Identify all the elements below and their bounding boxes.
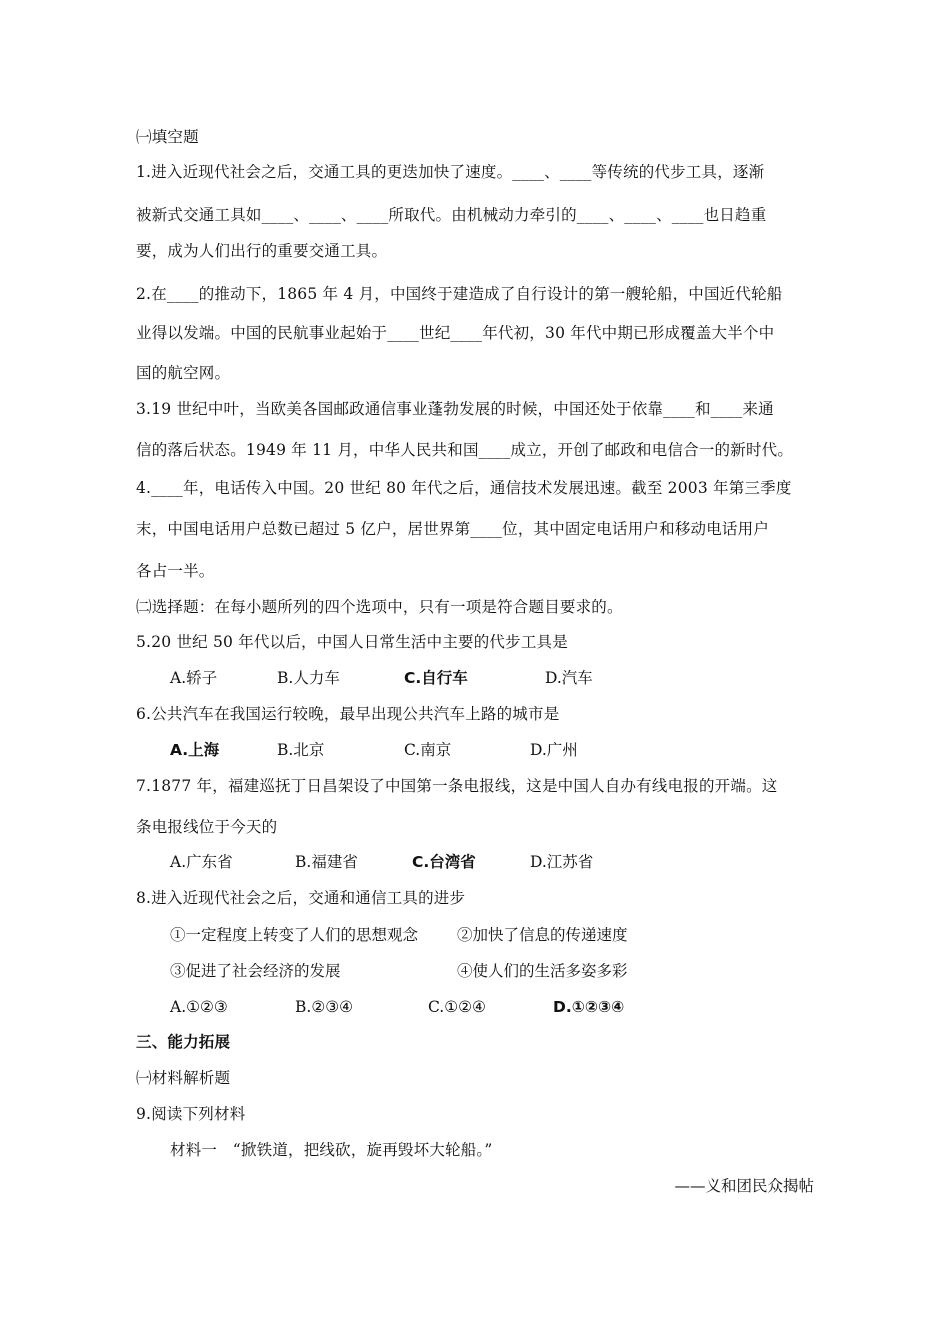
- q9-stem: 9.阅读下列材料: [136, 1105, 246, 1123]
- q5-stem: 5.20 世纪 50 年代以后，中国人日常生活中主要的代步工具是: [136, 633, 568, 651]
- q1-line3: 要，成为人们出行的重要交通工具。: [136, 242, 388, 260]
- q8-option-a: A.①②③: [170, 998, 228, 1016]
- q8-option-d: D.①②③④: [553, 998, 625, 1016]
- q8-item-2: ②加快了信息的传递速度: [457, 926, 628, 944]
- q6-option-d: D.广州: [530, 741, 578, 759]
- q2-line1: 2.在____的推动下，1865 年 4 月，中国终于建造成了自行设计的第一艘轮船，中国近代轮船: [136, 285, 783, 303]
- q4-line2: 末，中国电话用户总数已超过 5 亿户，居世界第____位，其中固定电话用户和移动电话用户: [136, 520, 770, 538]
- q7-line1: 7.1877 年，福建巡抚丁日昌架设了中国第一条电报线，这是中国人自办有线电报的开端。这: [136, 777, 778, 795]
- q2-line3: 国的航空网。: [136, 364, 231, 382]
- q7-option-d: D.江苏省: [530, 853, 594, 871]
- q7-line2: 条电报线位于今天的: [136, 818, 278, 836]
- q8-option-b: B.②③④: [295, 998, 354, 1016]
- section-material-heading: ㈠材料解析题: [136, 1069, 231, 1087]
- q9-material-1-source: ——义和团民众揭帖: [674, 1177, 814, 1195]
- q7-option-c: C.台湾省: [412, 853, 476, 871]
- q6-option-b: B.北京: [277, 741, 325, 759]
- q3-line1: 3.19 世纪中叶，当欧美各国邮政通信事业蓬勃发展的时候，中国还处于依靠____和____来通: [136, 400, 774, 418]
- q8-item-4: ④使人们的生活多姿多彩: [457, 962, 628, 980]
- q8-option-c: C.①②④: [428, 998, 486, 1016]
- section-fill-heading: ㈠填空题: [136, 128, 199, 146]
- q5-option-b: B.人力车: [277, 669, 340, 687]
- q6-stem: 6.公共汽车在我国运行较晚，最早出现公共汽车上路的城市是: [136, 705, 560, 723]
- q1-line2: 被新式交通工具如____、____、____所取代。由机械动力牵引的____、____、____也日趋重: [136, 206, 767, 224]
- q8-stem: 8.进入近现代社会之后，交通和通信工具的进步: [136, 889, 466, 907]
- q2-line2: 业得以发端。中国的民航事业起始于____世纪____年代初，30 年代中期已形成覆盖大半个中: [136, 324, 775, 342]
- q9-material-1: 材料一 “掀铁道，把线砍，旋再毁坏大轮船。”: [170, 1141, 493, 1159]
- q5-option-c: C.自行车: [404, 669, 468, 687]
- q3-line2: 信的落后状态。1949 年 11 月，中华人民共和国____成立，开创了邮政和电信合一的新时代。: [136, 441, 794, 459]
- q6-option-c: C.南京: [404, 741, 452, 759]
- q4-line1: 4.____年，电话传入中国。20 世纪 80 年代之后，通信技术发展迅速。截至 2003 年第三季度: [136, 479, 792, 497]
- q7-option-a: A.广东省: [170, 853, 233, 871]
- q7-option-b: B.福建省: [295, 853, 358, 871]
- q8-item-1: ①一定程度上转变了人们的思想观念: [170, 926, 419, 944]
- q1-line1: 1.进入近现代社会之后，交通工具的更迭加快了速度。____、____等传统的代步工具，逐渐: [136, 163, 765, 181]
- section-choice-heading: ㈡选择题：在每小题所列的四个选项中，只有一项是符合题目要求的。: [136, 598, 623, 616]
- q5-option-d: D.汽车: [545, 669, 593, 687]
- q5-option-a: A.轿子: [170, 669, 218, 687]
- section-3-heading: 三、能力拓展: [136, 1033, 231, 1051]
- q6-option-a: A.上海: [170, 741, 220, 759]
- q4-line3: 各占一半。: [136, 562, 215, 580]
- q8-item-3: ③促进了社会经济的发展: [170, 962, 341, 980]
